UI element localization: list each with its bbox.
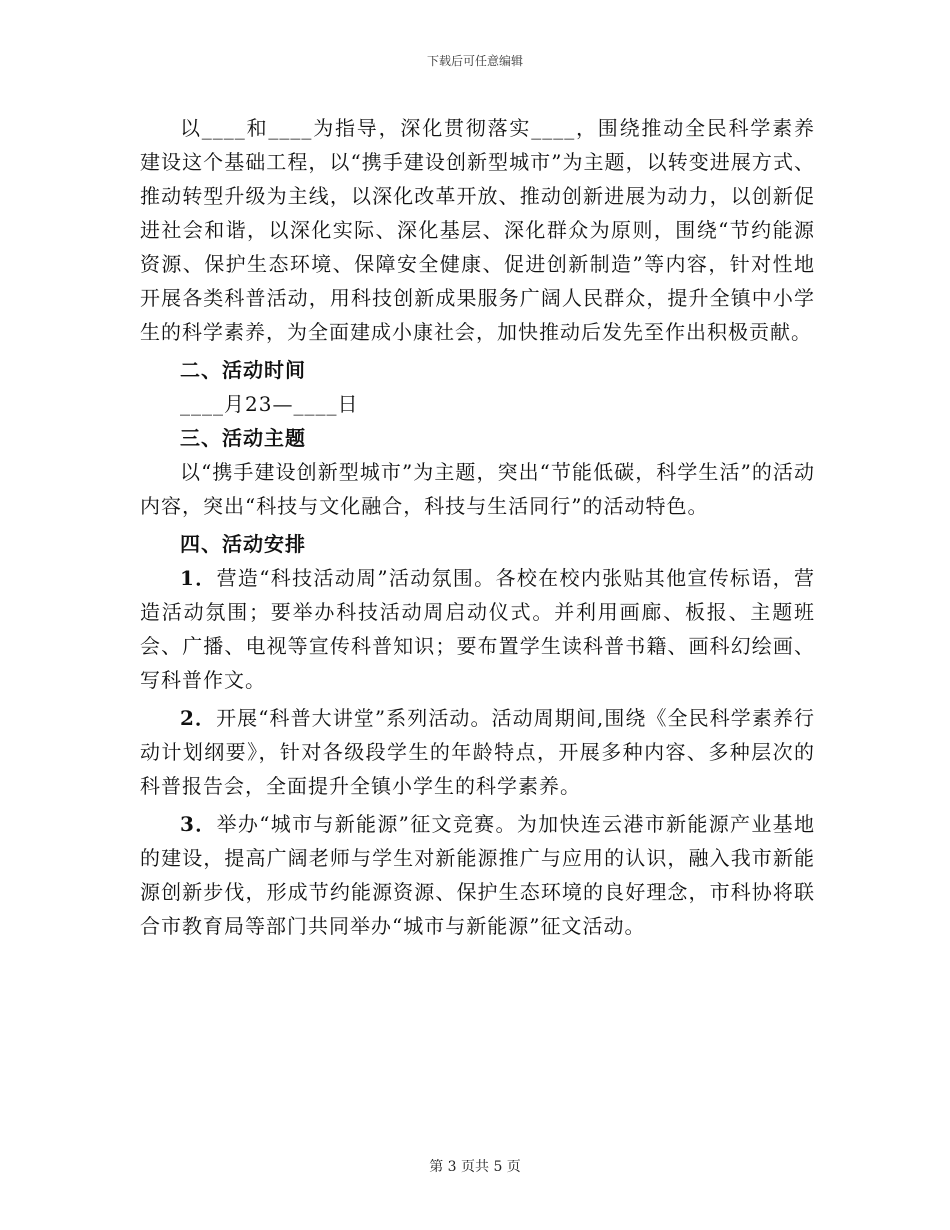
item-number: 3． (180, 812, 217, 836)
document-body (140, 111, 815, 943)
section-heading-theme: 三、活动主题 (180, 426, 306, 450)
activity-theme-paragraph: 以“携手建设创新型城市”为主题，突出“节能低碳，科学生活”的活动内容，突出“科技与文化融合，科技与生活同行”的活动特色。 (140, 460, 815, 518)
page-footer: 第 3 页共 5 页 (429, 1159, 521, 1175)
item-number: 2． (180, 706, 217, 730)
section-heading-time: 二、活动时间 (180, 358, 306, 382)
arrangement-item-2 (140, 701, 815, 803)
item-number: 1． (180, 566, 217, 590)
section-heading-arrangement: 四、活动安排 (180, 532, 306, 556)
intro-paragraph: 以____和____为指导，深化贯彻落实____，围绕推动全民科学素养建设这个基础工程，以“携手建设创新型城市”为主题，以转变进展方式、推动转型升级为主线，以深化改革开放、推动创新进展为动力，以创新促进社会和谐，以深化实际、深化基层、深化群众为原则，围绕“节约能源资源、保护生态环境、保障安全健康、促进创新制造”等内容，针对性地开展各类科普活动，用科技创新成果服务广阔人民群众，提升全镇中小学生的科学素养，为全面建成小康社会，加快推动后发先至作出积极贡献。 (140, 116, 815, 344)
activity-time-text: ____月23—____日 (180, 392, 359, 416)
arrangement-item-1 (140, 561, 815, 697)
item-text: 举办“城市与新能源”征文竞赛。为加快连云港市新能源产业基地的建设，提高广阔老师与学生对新能源推广与应用的认识，融入我市新能源创新步伐，形成节约能源资源、保护生态环境的良好理念，市科协将联合市教育局等部门共同举办“城市与新能源”征文活动。 (140, 812, 815, 938)
arrangement-item-3 (140, 807, 815, 943)
page-header: 下载后可任意编辑 (426, 54, 523, 68)
item-text: 营造“科技活动周”活动氛围。各校在校内张贴其他宣传标语，营造活动氛围；要举办科技活动周启动仪式。并利用画廊、板报、主题班会、广播、电视等宣传科普知识；要布置学生读科普书籍、画科幻绘画、写科普作文。 (140, 566, 815, 692)
item-text: 开展“科普大讲堂”系列活动。活动周期间,围绕《全民科学素养行动计划纲要》，针对各级段学生的年龄特点，开展多种内容、多种层次的科普报告会，全面提升全镇小学生的科学素养。 (140, 706, 815, 798)
